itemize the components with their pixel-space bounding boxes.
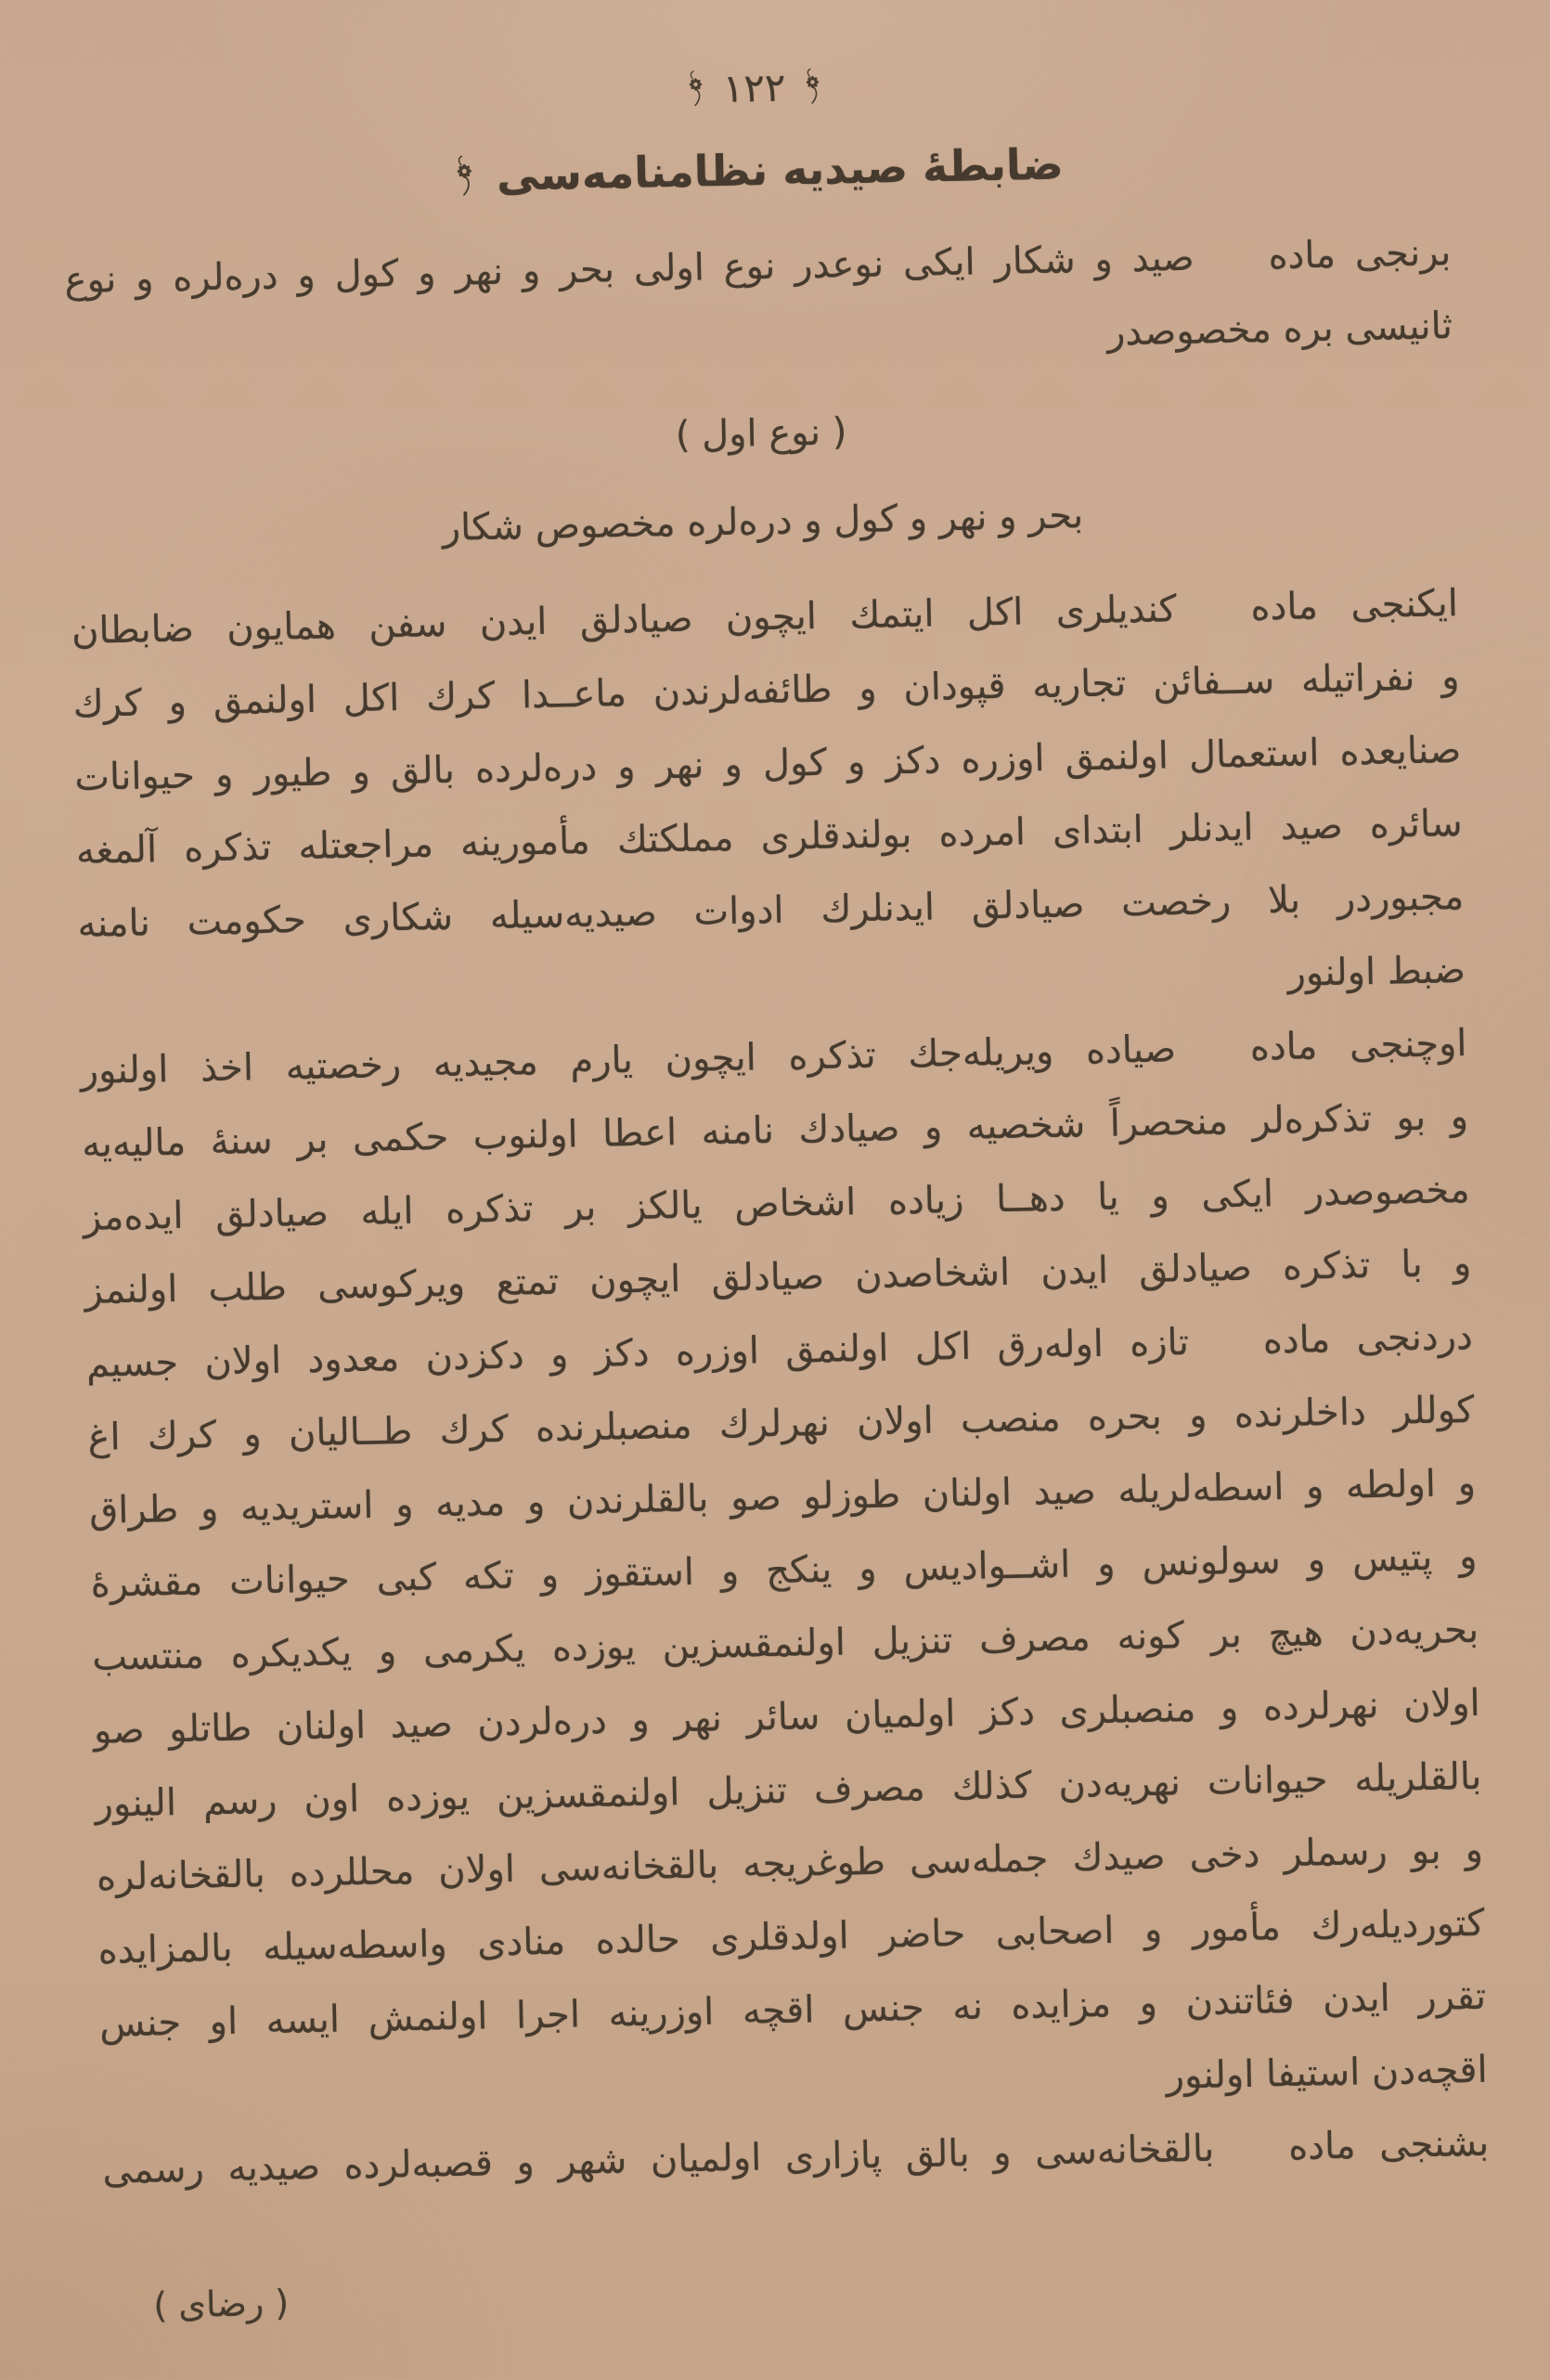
text-line: اولان نهرلرده و منصبلرى دكز اولميان سائر نهر و دره‌لردن صيد اولنان طاتلو صو — [93, 1681, 1481, 1753]
text-line: برنجى ماده صيد و شكار ايكى نوعدر نوع اولى بحر و نهر و كول و دره‌لره و نوع — [64, 231, 1452, 303]
text-line: و اولطه و اسطه‌لريله صيد اولنان طوزلو صو بالقلرندن و مديه و استريديه و طراق — [88, 1461, 1477, 1533]
text-line: اوچنجى ماده صياده ويريله‌جك تذكره ايچون يارم مجيديه رخصتيه اخذ اولنور — [80, 1022, 1467, 1093]
text-line: و بو رسملر دخى صيدك جمله‌سى طوغريجه بالقخانه‌سى اولان محللرده بالقخانه‌لره — [96, 1828, 1484, 1899]
text-line: مخصوصدر ايكى و يا دهــا زياده اشخاص يالكز بر تذكره ايله صيادلق ايده‌مز — [83, 1168, 1471, 1239]
text-line: كتورديله‌رك مأمور و اصحابى حاضر اولدقلرى حالده منادى واسطه‌سيله بالمزايده — [97, 1901, 1485, 1973]
text-line: كوللر داخلرنده و بحره منصب اولان نهرلرك منصبلرنده كرك طــاليان و كرك اغ — [87, 1388, 1475, 1459]
text-line: و با تذكره صيادلق ايدن اشخاصدن صيادلق ايچون تمتع ويركوسى طلب اولنمز — [84, 1241, 1472, 1313]
scanned-document-page — [0, 38, 1550, 2380]
text-line: ايكنجى ماده كنديلرى اكل ايتمك ايچون صيادلق ايدن سفن همايون ضابطان — [71, 582, 1459, 653]
text-line: دردنجى ماده تازه اوله‌رق اكل اولنمق اوزره دكز و دكزدن معدود اولان جسيم — [85, 1314, 1474, 1386]
text-line: مجبوردر بلا رخصت صيادلق ايدنلرك ادوات صيديه‌سيله شكارى حكومت نامنه — [77, 875, 1465, 947]
text-line: تقرر ايدن فئاتندن و مزايده نه جنس اقچه اوزرينه اجرا اولنمش ايسه او جنس — [98, 1974, 1487, 2046]
text-line: و بو تذكره‌لر منحصراً شخصيه و صيادك نامنه اعطا اولنوب حكمى بر سنهٔ ماليه‌يه — [81, 1095, 1469, 1166]
text-line: سائره صيد ايدنلر ابتداى امرده بولندقلرى مملكتك مأمورينه مراجعتله تذكره آلمغه — [75, 802, 1464, 873]
text-line: و نفراتيله ســفائن تجاريه قپودان و طائفه‌لرندن ماعــدا كرك اكل اولنمق و كرك — [72, 655, 1460, 727]
text-line: اقچه‌دن استيفا اولنور — [1166, 2048, 1489, 2098]
document-title-row — [62, 120, 1450, 220]
text-line: و پتيس و سولونس و اشــواديس و ينكج و استقوز و تكه كبى حيوانات مقشرهٔ — [90, 1534, 1478, 1606]
text-line: بحريه‌دن هيچ بر كونه مصرف تنزيل اولنمقسزين يوزده يكرمى و يكديكره منتسب — [91, 1608, 1479, 1679]
rosette-ornament-icon — [448, 154, 481, 198]
text-line: ( نوع اول ) — [675, 410, 847, 457]
rosette-ornament-icon — [798, 68, 827, 106]
rosette-ornament-icon — [681, 70, 710, 108]
text-line: بشنجى ماده بالقخانه‌سى و بالق پازارى اولميان شهر و قصبه‌لرده صيديه رسمى — [102, 2121, 1490, 2192]
page-header — [60, 40, 1448, 135]
text-line: بالقلريله حيوانات نهريه‌دن كذلك مصرف تنزيل اولنمقسزين يوزده اون رسم الينور — [95, 1754, 1482, 1826]
text-line: صنايعده استعمال اولنمق اوزره دكز و كول و نهر و دره‌لرده بالق و طيور و حيوانات — [73, 729, 1462, 800]
document-body — [64, 216, 1490, 2208]
text-line: ضبط اولنور — [1286, 949, 1466, 995]
text-line: بحر و نهر و كول و دره‌لره مخصوص شكار — [442, 494, 1084, 550]
document-title: ضابطهٔ صيديه نظامنامه‌سى — [496, 138, 1065, 200]
text-line: ثانيسى بره مخصوصدر — [1106, 304, 1453, 355]
page-number: ١٢٢ — [722, 64, 786, 111]
catchword: ( رضاى ) — [152, 2282, 290, 2326]
